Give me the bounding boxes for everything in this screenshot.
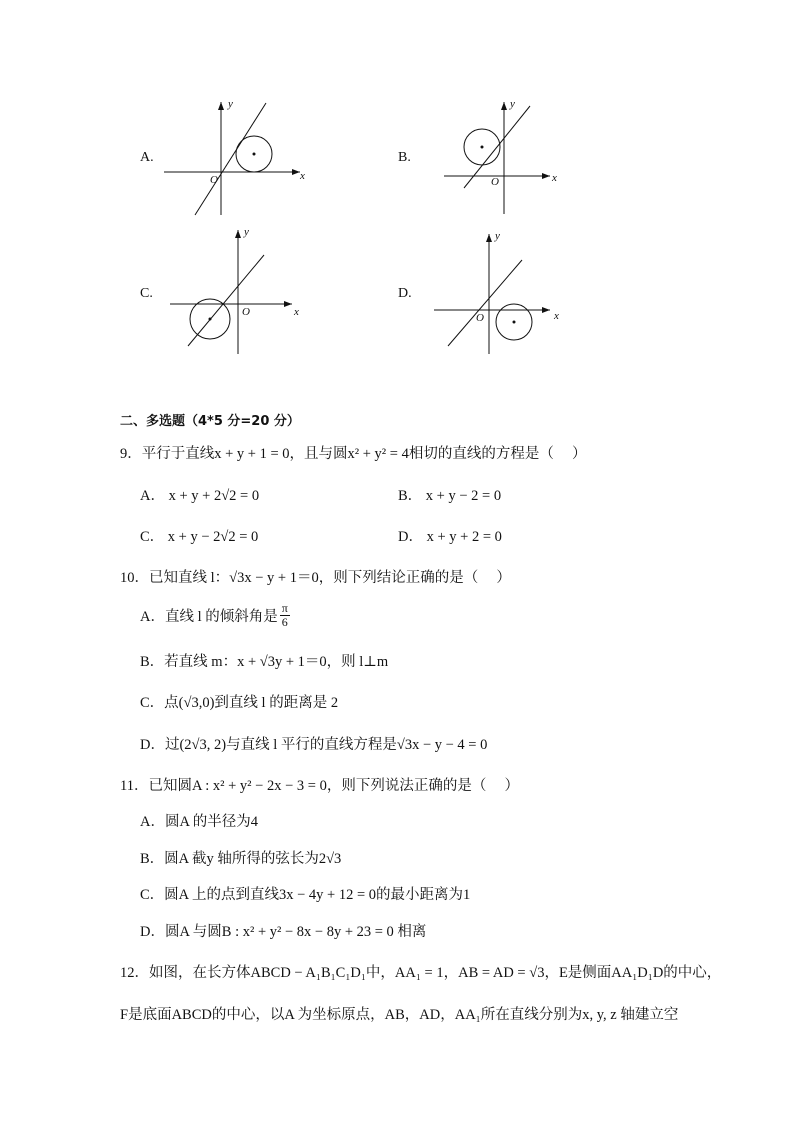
figure-label: A. [140,150,154,165]
question-12-line-2: F是底面ABCD的中心，以A 为坐标原点，AB，AD，AA₁所在直线分别为x, y, z 轴建立空 [120,1007,679,1023]
question-11-option-d: D．圆A 与圆B : x² + y² − 8x − 8y + 23 = 0 相离 [140,924,427,940]
question-9-option-b: B． x + y − 2 = 0 [398,488,502,504]
origin-label: O [210,174,218,186]
y-axis-arrow [218,102,224,110]
y-axis-label: y [244,226,249,238]
question-10-option-b: B．若直线 m：x + √3y + 1＝0，则 l⊥m [140,654,389,670]
origin-label: O [242,306,250,318]
question-9-option-d: D． x + y + 2 = 0 [398,529,502,545]
y-axis-label: y [510,98,515,110]
figure-option-b [398,100,578,220]
question-10-option-d: D．过(2√3, 2)与直线 l 平行的直线方程是√3x − y − 4 = 0 [140,737,488,753]
circle-center [253,153,256,156]
question-11-option-b: B．圆A 截y 轴所得的弦长为2√3 [140,851,342,867]
figure-label: C. [140,286,153,301]
x-axis-label: x [554,310,559,322]
figure-option-c [140,228,320,358]
figure-label: B. [398,150,411,165]
fraction-numerator: π [281,601,288,615]
question-9-stem: 9．平行于直线x + y + 1 = 0，且与圆x² + y² = 4相切的直线的方程是（ ） [120,446,587,462]
question-10-stem: 10．已知直线 l：√3x − y + 1＝0，则下列结论正确的是（ ） [120,570,511,586]
fraction [280,602,290,629]
x-axis-label: x [300,170,305,182]
section-title: 二、多选题（4*5 分=20 分） [120,414,300,429]
question-10-option-c: C．点(√3,0)到直线 l 的距离是 2 [140,695,339,711]
question-11-option-a: A．圆A 的半径为4 [140,814,259,830]
x-axis-label: x [294,306,299,318]
figure-option-d [398,228,578,358]
question-9-option-c: C． x + y − 2√2 = 0 [140,529,259,545]
question-9-option-a: A． x + y + 2√2 = 0 [140,488,260,504]
figure-label: D. [398,286,412,301]
graph [398,228,578,358]
graph [140,228,320,358]
question-12-line-1: 12．如图，在长方体ABCD − A₁B₁C₁D₁中，AA₁ = 1，AB = AD = √3，E是侧面AA₁D₁D的中心， [120,965,722,981]
x-axis-arrow [292,169,300,175]
tangent-line [195,103,266,215]
y-axis-label: y [228,98,233,110]
graph [398,100,578,220]
question-10-option-a [140,602,290,629]
fraction-denominator: 6 [281,615,288,629]
graph [140,100,320,220]
origin-label: O [476,312,484,324]
question-11-stem: 11．已知圆A : x² + y² − 2x − 3 = 0，则下列说法正确的是（ ） [120,778,519,794]
y-axis-label: y [495,230,500,242]
x-axis-label: x [552,172,557,184]
question-11-option-c: C．圆A 上的点到直线3x − 4y + 12 = 0的最小距离为1 [140,887,471,903]
option-text: A．直线 l 的倾斜角是 [140,609,278,625]
figure-option-a [140,100,320,220]
origin-label: O [491,176,499,188]
